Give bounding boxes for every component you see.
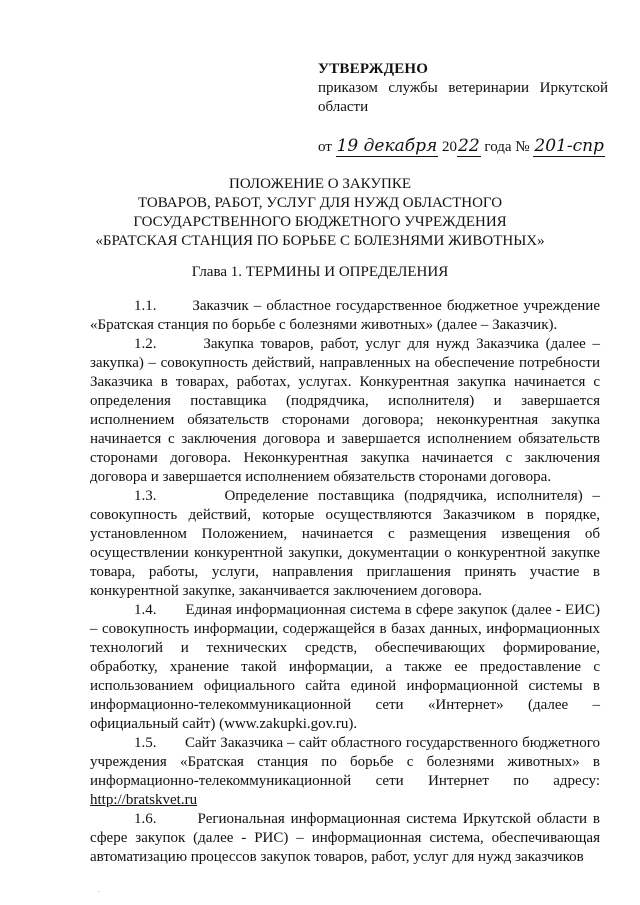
site-url-link[interactable]: http://bratskvet.ru xyxy=(90,792,198,808)
handwritten-order-number: 201-спр xyxy=(534,136,604,156)
date-prefix: от xyxy=(318,139,332,155)
chapter-title: Глава 1. ТЕРМИНЫ И ОПРЕДЕЛЕНИЯ xyxy=(191,264,449,280)
year-suffix: года № xyxy=(484,139,530,155)
clause-1-4: 1.4. Единая информационная система в сфере закупок (далее - ЕИС) – совокупность информации, содержащейся в базах данных, информационных технологий и технических средств, обеспечивающих формирование, обработку, хранение такой информации, а также ее предоставление с использованием официального сайта единой информационной системы в информационно-телекоммуникационной сети «Интернет» (далее – официальный сайт) (www.zakupki.gov.ru). xyxy=(90,602,601,732)
clause-1-2: 1.2. Закупка товаров, работ, услуг для нужд Заказчика (далее – закупка) – совокупность действий, направленных на обеспечение потребности Заказчика в товарах, работах, услугах. Конкурентная закупка начинается с определения поставщика (подрядчика, исполнителя) и завершается исполнением обязательств сторонами договора; неконкурентная закупка начинается с заключения договора и завершается исполнением обязательств сторонами договора. Неконкурентная закупка начинается с заключения договора и завершается исполнением обязательств сторонами договора. xyxy=(90,336,600,485)
year-prefix: 20 xyxy=(442,139,458,155)
scan-mark: . xyxy=(98,888,100,894)
approval-heading: УТВЕРЖДЕНО xyxy=(318,61,429,77)
document-title xyxy=(0,175,640,251)
approval-line-1: приказом службы ветеринарии Иркутской xyxy=(318,80,608,96)
approval-block xyxy=(318,60,608,117)
title-line-2: ТОВАРОВ, РАБОТ, УСЛУГ ДЛЯ НУЖД ОБЛАСТНОГО xyxy=(137,195,503,211)
clause-1-5: 1.5. Сайт Заказчика – сайт областного государственного бюджетного учреждения «Братская станция по борьбе с болезнями животных» в информационно-телекоммуникационной сети Интернет по адресу: http://bratskvet.ru xyxy=(90,735,600,808)
title-line-1: ПОЛОЖЕНИЕ О ЗАКУПКЕ xyxy=(229,176,411,192)
handwritten-year: 22 xyxy=(458,136,480,156)
clause-1-6: 1.6. Региональная информационная система Иркутской области в сфере закупок (далее - РИС) – информационная система, обеспечивающая автоматизацию процессов закупок товаров, работ, услуг для нужд заказчиков xyxy=(90,811,601,865)
approval-date-line xyxy=(318,136,605,156)
approval-line-2: области xyxy=(318,99,369,115)
title-line-4: «БРАТСКАЯ СТАНЦИЯ ПО БОРЬБЕ С БОЛЕЗНЯМИ ЖИВОТНЫХ» xyxy=(95,233,545,249)
clause-1-1: 1.1. Заказчик – областное государственное бюджетное учреждение «Братская станция по борьбе с болезнями животных» (далее – Заказчик). xyxy=(90,298,600,333)
clause-1-3: 1.3. Определение поставщика (подрядчика, исполнителя) – совокупность действий, которые осуществляются Заказчиком в порядке, установленном Положением, начинается с размещения извещения об осуществлении конкурентной закупки, документации о конкурентной закупке товара, работы, услуги, направления приглашения принять участие в конкурентной закупке, заканчивается заключением договора. xyxy=(90,488,600,599)
document-body xyxy=(90,297,600,867)
handwritten-date: 19 декабря xyxy=(336,136,438,156)
title-line-3: ГОСУДАРСТВЕННОГО БЮДЖЕТНОГО УЧРЕЖДЕНИЯ xyxy=(133,214,507,230)
